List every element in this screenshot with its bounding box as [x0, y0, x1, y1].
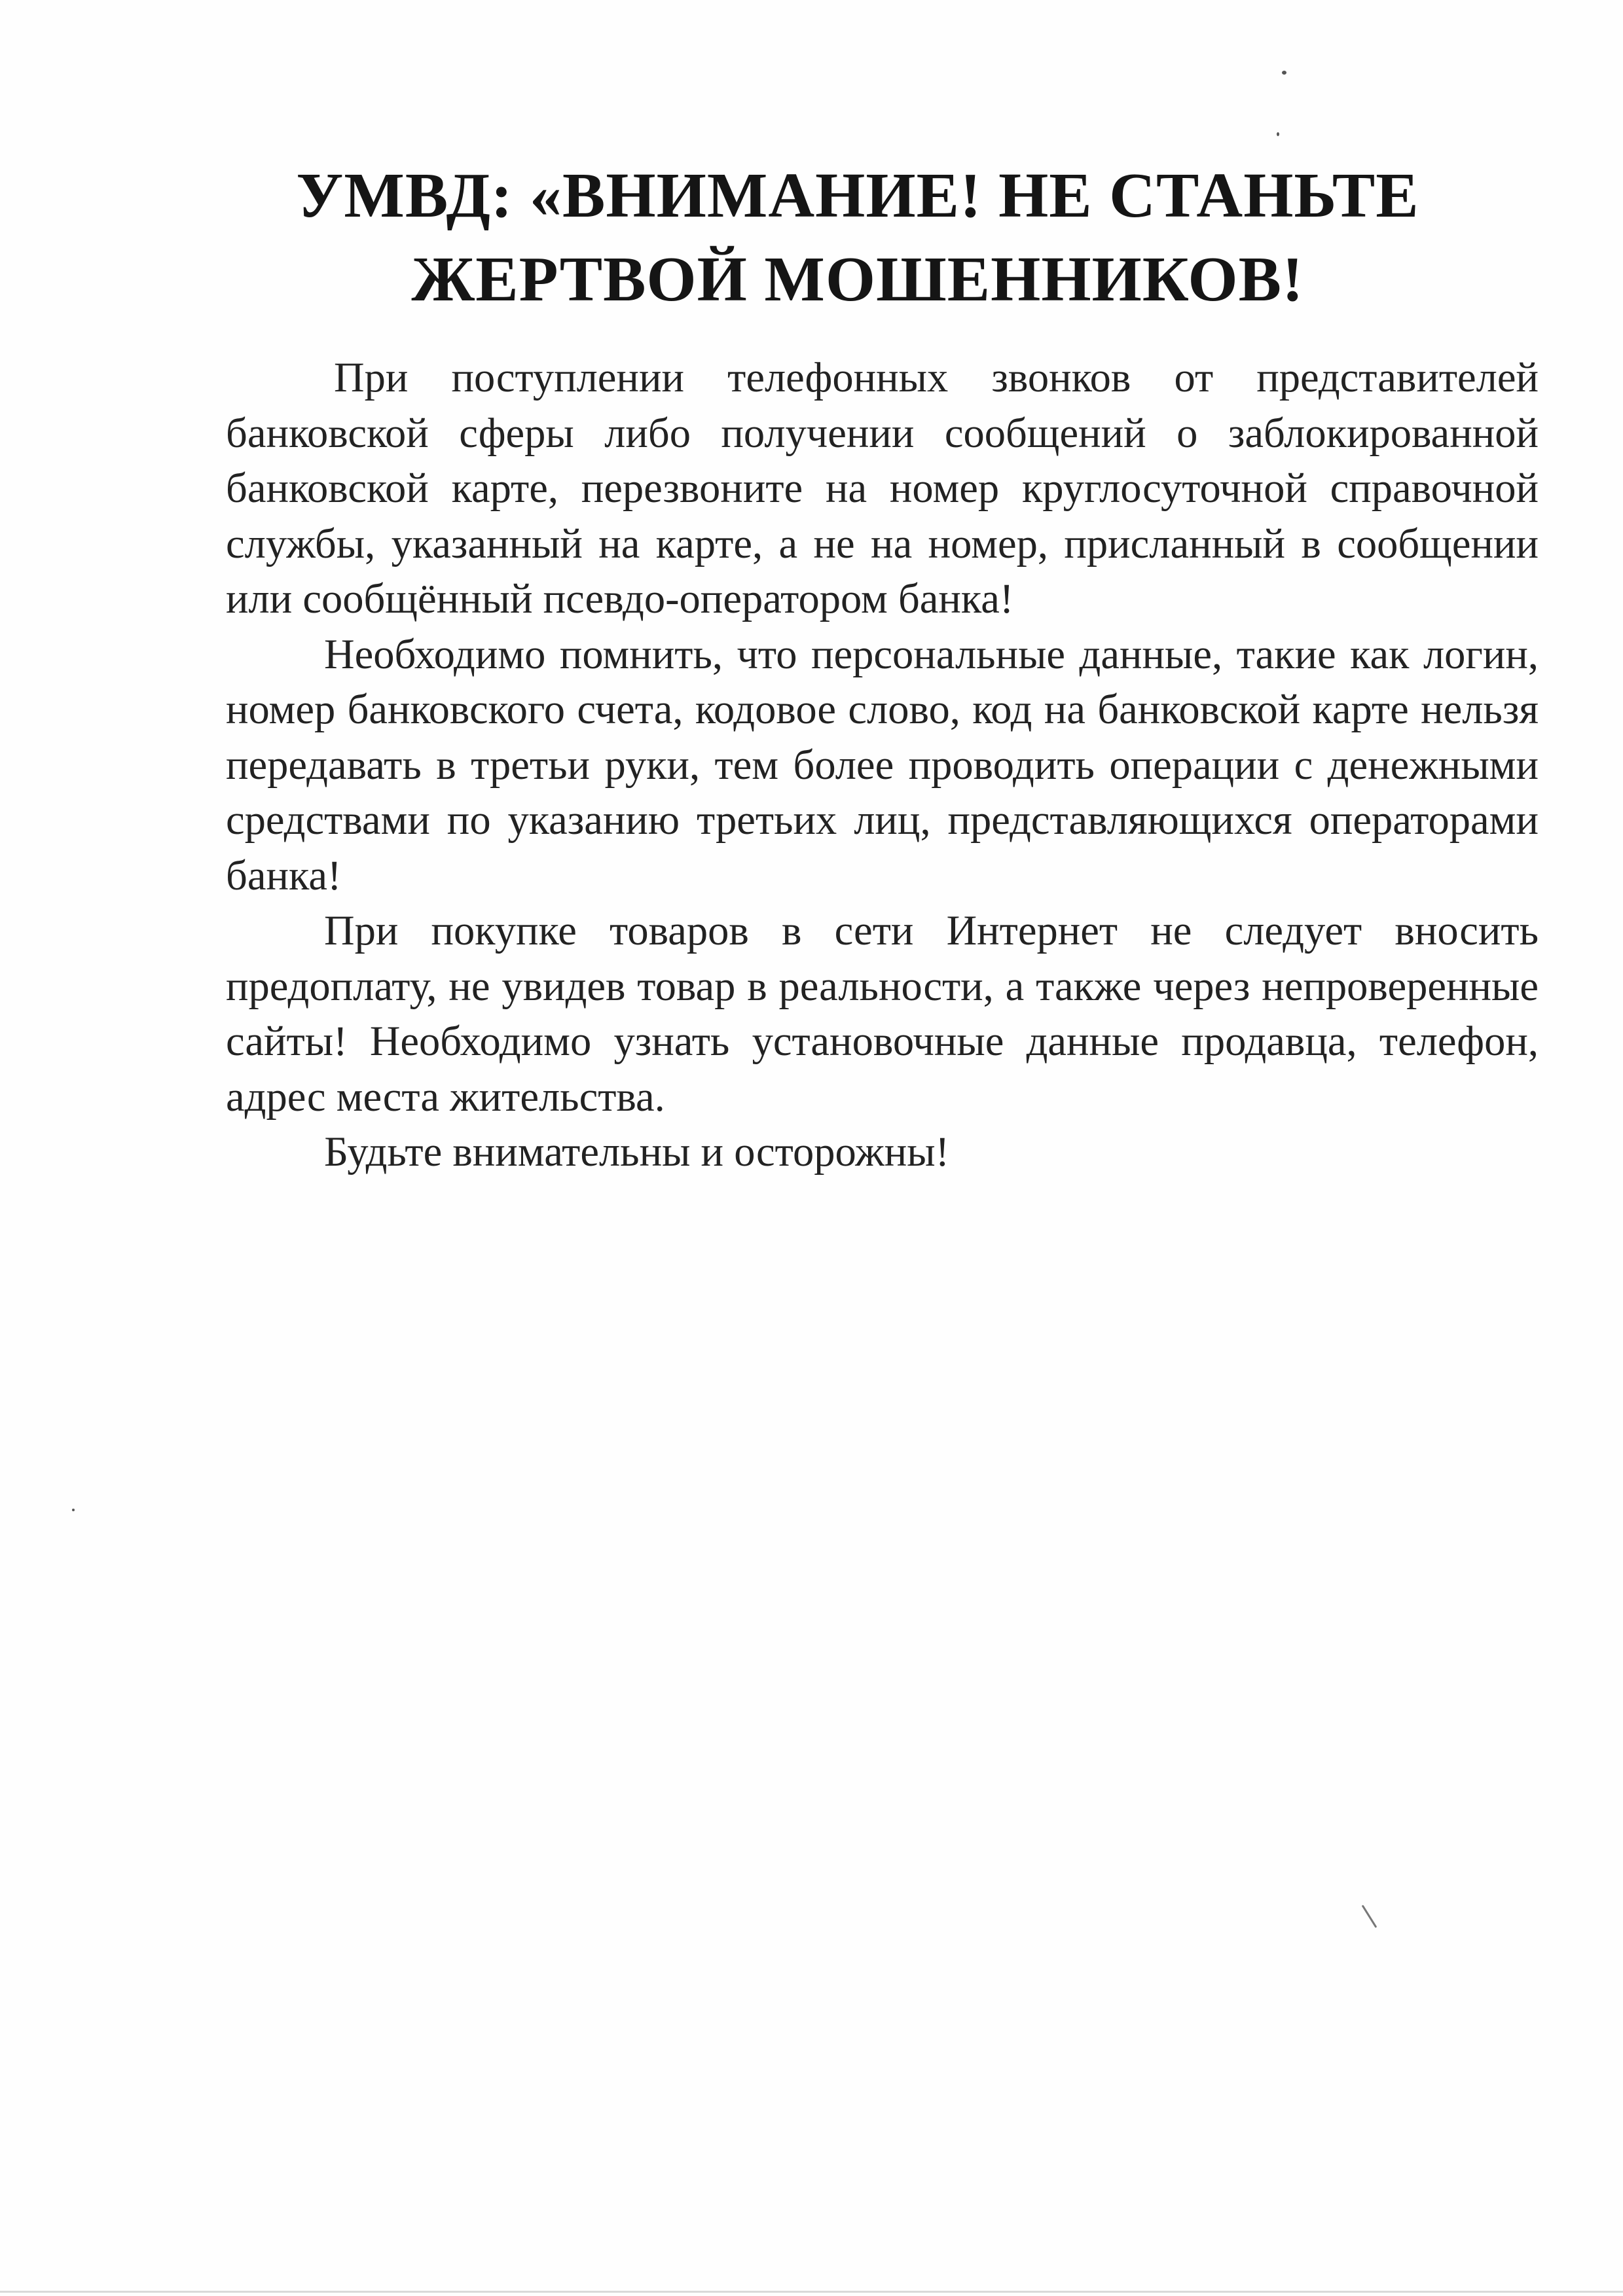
- paragraph-personal-data: Необходимо помнить, что персональные данные, такие как логин, номер банковского счета, кодовое слово, код на банковской карте нельзя передавать в третьи руки, тем более проводить операции с денежными средствами по указанию третьих лиц, представляющихся операторами банка!: [226, 630, 1539, 899]
- scan-speck: [72, 1509, 75, 1511]
- title-line-1: УМВД: «ВНИМАНИЕ! НЕ СТАНЬТЕ: [296, 160, 1419, 231]
- scan-edge-line: [0, 2291, 1623, 2293]
- title-line-2: ЖЕРТВОЙ МОШЕННИКОВ!: [411, 244, 1304, 315]
- scan-speck: [1282, 71, 1286, 75]
- paragraph-online-purchases: При покупке товаров в сети Интернет не следует вносить предоплату, не увидев товар в реальности, а также через непроверенные сайты! Необходимо узнать установочные данные продавца, телефон, адрес места жительства.: [226, 907, 1539, 1120]
- document-body: [226, 350, 1539, 1180]
- page-title: [236, 154, 1480, 321]
- paragraph-bank-calls: При поступлении телефонных звонков от представителей банковской сферы либо получении сообщений о заблокированной банковской карте, перезвоните на номер круглосуточной справочной службы, указанный на карте, а не на номер, присланный в сообщении или сообщённый псевдо-оператором банка!: [226, 354, 1539, 622]
- scan-mark: [1362, 1905, 1377, 1928]
- paragraph-closing: Будьте внимательны и осторожны!: [324, 1128, 950, 1175]
- scan-speck: [1277, 132, 1279, 136]
